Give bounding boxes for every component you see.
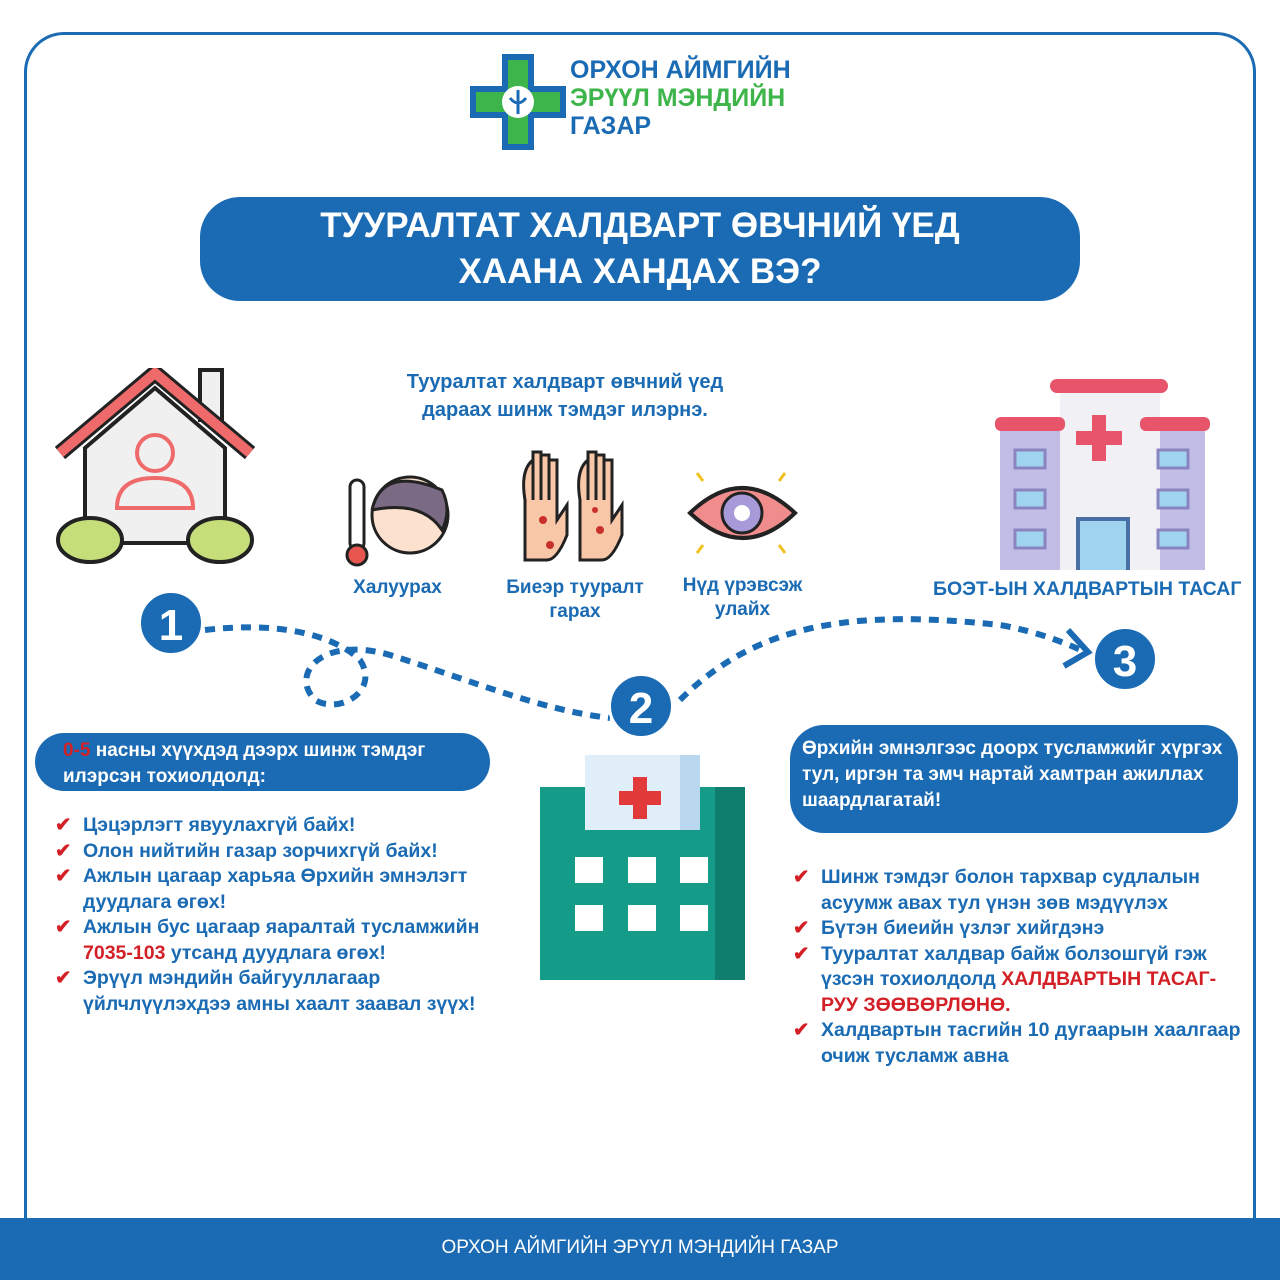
logo-line-3: ГАЗАР bbox=[570, 112, 652, 140]
list-item: ✔ Ажлын цагаар харьяа Өрхийн эмнэлэгт дуудлага өгөх! bbox=[55, 864, 525, 915]
intro-line-2: дараах шинж тэмдэг илэрнэ. bbox=[422, 399, 708, 421]
list-item: ✔ Олон нийтийн газар зорчихгүй байх! bbox=[55, 839, 525, 865]
item-text: утсанд дуудлага өгөх! bbox=[165, 941, 386, 964]
item-text: Тууралтат халдвар байж болзошгүй гэж үзсэн тохиолдолд bbox=[821, 942, 1207, 990]
symptoms-intro bbox=[340, 368, 790, 424]
rash-hands-icon bbox=[515, 450, 630, 565]
step-1-badge: 1 bbox=[138, 590, 204, 656]
clinic-building-icon bbox=[540, 755, 745, 980]
symptom-eye-label: Нүд үрэвсэж улайх bbox=[682, 575, 803, 620]
title-line-1: ТУУРАЛТАТ ХАЛДВАРТ ӨВЧНИЙ ҮЕД bbox=[320, 206, 960, 245]
phone-number: 7035-103 bbox=[83, 941, 166, 964]
symptom-rash-label: Биеэр тууралт гарах bbox=[506, 577, 644, 622]
right-heading: Өрхийн эмнэлгээс доорх тусламжийг хүргэх тул, иргэн та эмч нартай хамтран ажиллах шаардлагатай! bbox=[790, 725, 1238, 833]
hospital-label: БОЭТ-ЫН ХАЛДВАРТЫН ТАСАГ bbox=[933, 578, 1242, 600]
health-cross-logo-icon bbox=[470, 54, 566, 150]
fever-face-icon bbox=[340, 460, 455, 570]
house-icon bbox=[55, 368, 255, 568]
age-range: 0-5 bbox=[63, 740, 91, 761]
intro-line-1: Тууралтат халдварт өвчний үед bbox=[406, 371, 724, 393]
page-title bbox=[200, 197, 1080, 301]
highlight-text: ХАЛДВАРТЫН ТАСАГ-РУУ ЗӨӨВӨРЛӨНӨ. bbox=[821, 968, 1217, 1016]
hospital-building-icon bbox=[990, 375, 1215, 570]
title-line-2: ХААНА ХАНДАХ ВЭ? bbox=[458, 252, 822, 291]
list-item: ✔ Шинж тэмдэг болон тархвар судлалын асуумж авах тул үнэн зөв мэдүүлэх bbox=[793, 865, 1253, 916]
left-heading bbox=[35, 733, 490, 791]
right-checklist bbox=[793, 865, 1253, 1069]
logo-text bbox=[570, 56, 791, 140]
red-eye-icon bbox=[685, 465, 800, 560]
list-item bbox=[793, 942, 1253, 1019]
list-item: ✔ Цэцэрлэгт явуулахгүй байх! bbox=[55, 813, 525, 839]
left-checklist bbox=[55, 813, 525, 1017]
step-3-badge: 3 bbox=[1092, 626, 1158, 692]
left-heading-text: насны хүүхдэд дээрх шинж тэмдэг илэрсэн тохиолдолд: bbox=[63, 740, 426, 787]
item-text: Ажлын бус цагаар яаралтай тусламжийн bbox=[83, 916, 480, 938]
list-item: ✔ Бүтэн биеийн үзлэг хийгдэнэ bbox=[793, 916, 1253, 942]
list-item: ✔ Халдвартын тасгийн 10 дугаарын хаалгаар очиж тусламж авна bbox=[793, 1018, 1253, 1069]
symptom-fever-label: Халуурах bbox=[353, 577, 442, 598]
list-item: ✔ Эрүүл мэндийн байгууллагаар үйлчлүүлэхдээ амны хаалт заавал зүүх! bbox=[55, 966, 525, 1017]
step-2-badge: 2 bbox=[608, 673, 674, 739]
logo-line-2: ЭРҮҮЛ МЭНДИЙН bbox=[570, 84, 786, 112]
logo-line-1: ОРХОН АЙМГИЙН bbox=[570, 56, 791, 84]
list-item bbox=[55, 915, 525, 966]
footer-bar: ОРХОН АЙМГИЙН ЭРҮҮЛ МЭНДИЙН ГАЗАР bbox=[0, 1218, 1280, 1280]
